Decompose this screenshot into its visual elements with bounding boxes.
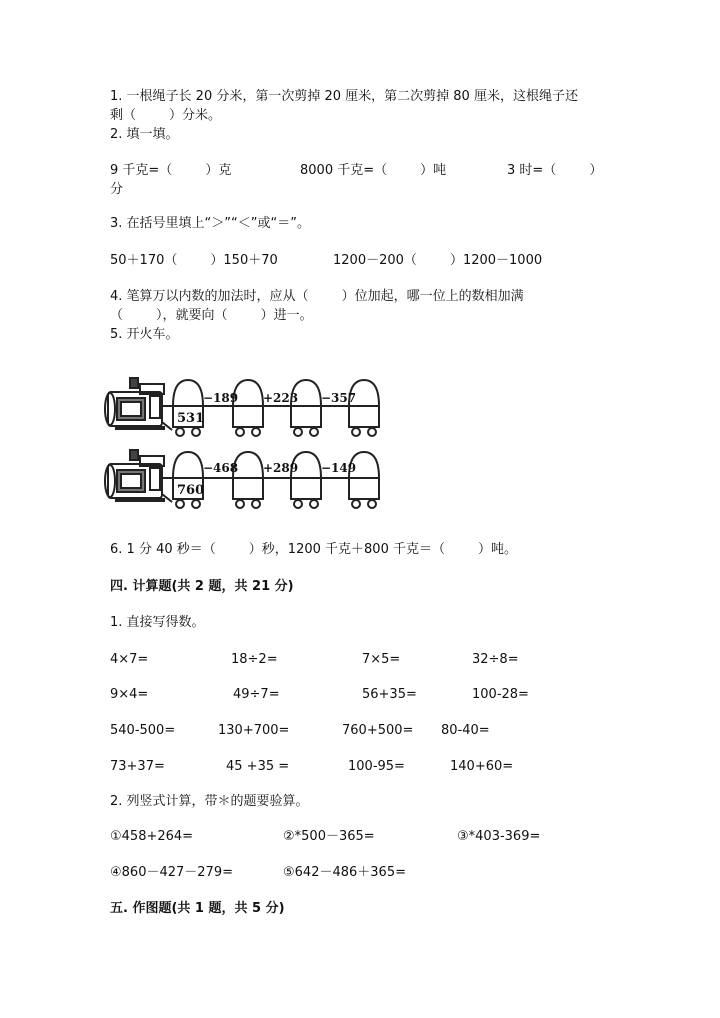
train-1-op-2: +223 <box>263 391 299 405</box>
q2-item-c: 3 时=（ ） <box>507 163 603 178</box>
calc1-r4-c2: 45 +35 = <box>226 759 290 774</box>
train-2-op-2: +289 <box>263 461 299 475</box>
train-1-start: 531 <box>177 411 205 426</box>
q2-item-a: 9 千克=（ ）克 <box>110 163 232 178</box>
calc1-r2-c1: 9×4= <box>110 687 149 702</box>
section-5-title: 五. 作图题(共 1 题，共 5 分) <box>110 901 285 916</box>
calc1-r1-c3: 7×5= <box>362 652 401 667</box>
calc1-r1-c2: 18÷2= <box>231 652 278 667</box>
calc1-r4-c1: 73+37= <box>110 759 165 774</box>
q3-title: 3. 在括号里填上“＞”“＜”或“＝”。 <box>110 216 310 231</box>
calc1-r2-c4: 100-28= <box>472 687 529 702</box>
calc1-r2-c2: 49÷7= <box>233 687 280 702</box>
q4-line1: 4. 笔算万以内数的加法时，应从（ ）位加起，哪一位上的数相加满 <box>110 289 524 304</box>
train-1 <box>100 370 390 440</box>
calc2-item-3: ③*403-369= <box>457 829 541 844</box>
calc2-title: 2. 列竖式计算，带＊的题要验算。 <box>110 794 309 809</box>
section-4-title: 四. 计算题(共 2 题，共 21 分) <box>110 579 294 594</box>
train-2-start: 760 <box>177 483 205 498</box>
train-2-op-3: −149 <box>321 461 357 475</box>
calc2-item-1: ①458+264= <box>110 829 194 844</box>
train-2 <box>100 442 390 512</box>
q2-title: 2. 填一填。 <box>110 127 179 142</box>
q1-line2: 剩（ ）分米。 <box>110 108 222 123</box>
q2-item-c-unit: 分 <box>110 182 124 197</box>
q5-title: 5. 开火车。 <box>110 327 179 342</box>
calc1-r3-c4: 80-40= <box>441 723 490 738</box>
calc1-r3-c2: 130+700= <box>218 723 290 738</box>
calc1-r1-c1: 4×7= <box>110 652 149 667</box>
calc2-item-2: ②*500－365= <box>283 829 375 844</box>
train-2-op-1: −468 <box>203 461 239 475</box>
calc2-item-5: ⑤642－486＋365= <box>283 865 406 880</box>
q3-item-b: 1200－200（ ）1200－1000 <box>333 253 543 268</box>
q1-line1: 1. 一根绳子长 20 分米，第一次剪掉 20 厘米，第二次剪掉 80 厘米，这根绳子还 <box>110 89 578 104</box>
train-1-op-3: −357 <box>321 391 357 405</box>
calc1-r1-c4: 32÷8= <box>472 652 519 667</box>
q3-item-a: 50＋170（ ）150＋70 <box>110 253 278 268</box>
calc1-r3-c1: 540-500= <box>110 723 176 738</box>
calc1-r2-c3: 56+35= <box>362 687 417 702</box>
calc1-r4-c3: 100-95= <box>348 759 405 774</box>
q6-text: 6. 1 分 40 秒＝（ ）秒，1200 千克＋800 千克＝（ ）吨。 <box>110 542 518 557</box>
train-1-op-1: −189 <box>203 391 239 405</box>
calc1-r4-c4: 140+60= <box>450 759 514 774</box>
calc1-title: 1. 直接写得数。 <box>110 615 205 630</box>
calc2-item-4: ④860－427－279= <box>110 865 233 880</box>
calc1-r3-c3: 760+500= <box>342 723 414 738</box>
q4-line2: （ ），就要向（ ）进一。 <box>110 308 313 323</box>
q2-item-b: 8000 千克=（ ）吨 <box>300 163 447 178</box>
